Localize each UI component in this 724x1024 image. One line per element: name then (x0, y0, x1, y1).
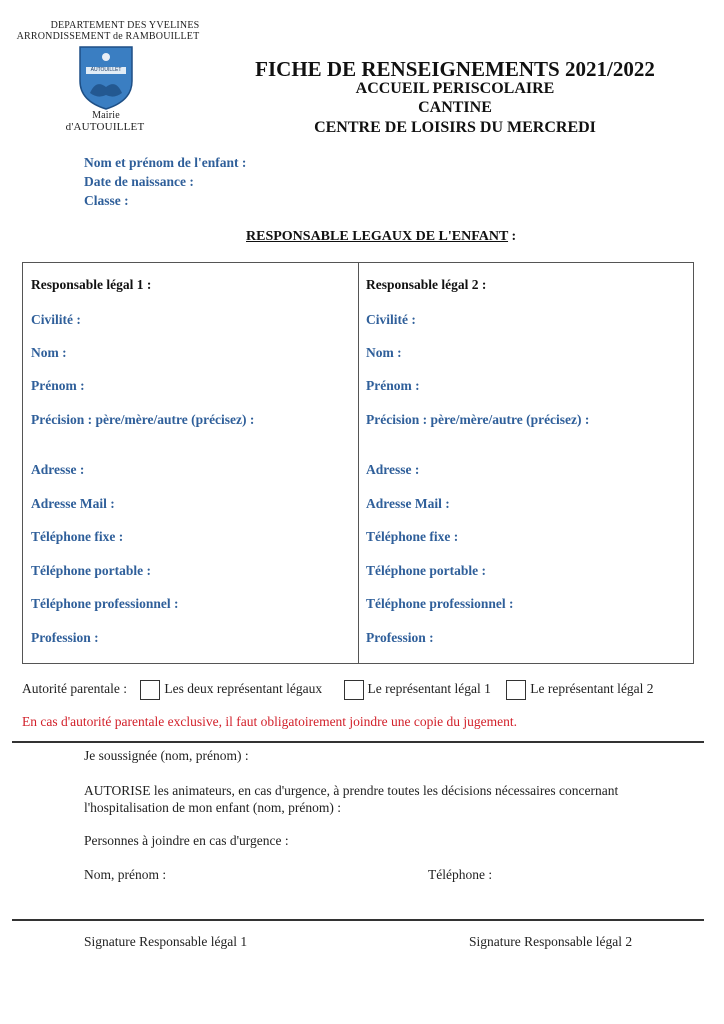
child-class-field: Classe : (84, 193, 129, 208)
arrondissement-label: ARRONDISSEMENT de RAMBOUILLET (16, 31, 200, 42)
r1-nom: Nom : (31, 345, 67, 360)
divider-top (12, 741, 704, 743)
option-representant-2: Le représentant légal 2 (530, 681, 654, 697)
signature-responsable-2: Signature Responsable légal 2 (469, 934, 633, 949)
option-representant-1: Le représentant légal 1 (367, 681, 491, 697)
autorite-label: Autorité parentale : (22, 681, 127, 697)
child-name-field: Nom et prénom de l'enfant : (84, 155, 247, 170)
section-title (246, 229, 516, 245)
r2-telephone-fixe: Téléphone fixe : (366, 529, 459, 544)
option-deux-representants: Les deux représentant légaux (164, 681, 323, 697)
subtitle-periscolaire: ACCUEIL PERISCOLAIRE (355, 80, 555, 97)
autorise-text: AUTORISE les animateurs, en cas d'urgence, à prendre toutes les décisions nécessaires concernant l'hospitalisation de mon enfant (nom, prénom) : (84, 783, 619, 815)
urgence-nom-prenom: Nom, prénom : (84, 867, 167, 882)
r1-prenom: Prénom : (31, 378, 85, 393)
r2-adresse-mail: Adresse Mail : (366, 496, 450, 511)
table-divider (358, 262, 359, 664)
department-label: DEPARTEMENT DES YVELINES (50, 20, 200, 31)
r1-telephone-portable: Téléphone portable : (31, 563, 151, 578)
r1-precision: Précision : père/mère/autre (précisez) : (31, 412, 255, 427)
divider-bottom (12, 919, 704, 921)
section-title-text: RESPONSABLE LEGAUX DE L'ENFANT (246, 229, 509, 244)
mairie-name: d'AUTOUILLET (65, 121, 145, 133)
r1-profession: Profession : (31, 630, 99, 645)
r2-precision: Précision : père/mère/autre (précisez) : (366, 412, 590, 427)
r1-telephone-fixe: Téléphone fixe : (31, 529, 124, 544)
r2-telephone-professionnel: Téléphone professionnel : (366, 596, 514, 611)
responsable-1-heading: Responsable légal 1 : (31, 277, 152, 292)
child-birth-field: Date de naissance : (84, 174, 194, 189)
crest-text: AUTOUILLET (90, 67, 122, 73)
signature-responsable-1: Signature Responsable légal 1 (84, 934, 248, 949)
r2-civilite: Civilité : (366, 312, 416, 327)
subtitle-centre-loisirs: CENTRE DE LOISIRS DU MERCREDI (314, 119, 596, 136)
urgence-telephone: Téléphone : (428, 867, 493, 882)
r2-adresse: Adresse : (366, 462, 420, 477)
r2-telephone-portable: Téléphone portable : (366, 563, 486, 578)
responsable-2-heading: Responsable légal 2 : (366, 277, 487, 292)
r2-prenom: Prénom : (366, 378, 420, 393)
section-title-colon: : (508, 229, 517, 244)
checkbox-representant-1[interactable] (344, 680, 364, 700)
r2-profession: Profession : (366, 630, 434, 645)
checkbox-representant-2[interactable] (506, 680, 526, 700)
page-title: FICHE DE RENSEIGNEMENTS 2021/2022 (255, 57, 655, 81)
r1-civilite: Civilité : (31, 312, 81, 327)
r1-adresse-mail: Adresse Mail : (31, 496, 115, 511)
autorite-warning: En cas d'autorité parentale exclusive, il faut obligatoirement joindre une copie du jugement. (22, 714, 518, 729)
r1-adresse: Adresse : (31, 462, 85, 477)
r2-nom: Nom : (366, 345, 402, 360)
subtitle-cantine: CANTINE (418, 99, 492, 116)
checkbox-deux-representants[interactable] (140, 680, 160, 700)
soussigne-field: Je soussignée (nom, prénom) : (84, 748, 249, 763)
r1-telephone-professionnel: Téléphone professionnel : (31, 596, 179, 611)
autorite-row (22, 680, 654, 700)
personnes-urgence-label: Personnes à joindre en cas d'urgence : (84, 833, 289, 848)
mairie-label: Mairie (92, 110, 120, 121)
crest-icon (76, 43, 136, 113)
